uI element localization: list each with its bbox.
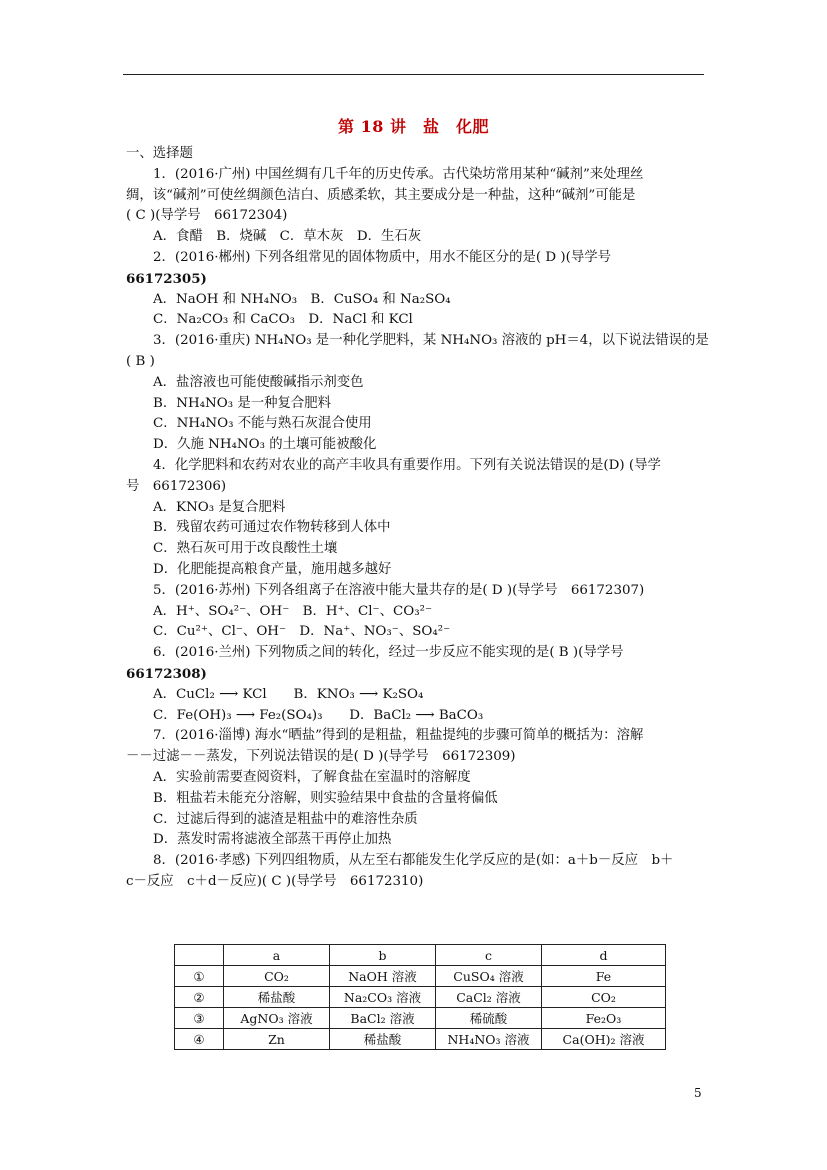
q2-options-cd: C．Na₂CO₃ 和 CaCO₃ D．NaCl 和 KCl: [153, 312, 413, 328]
table-cell: CuSO₄ 溶液: [436, 966, 542, 987]
table-header-row: [175, 945, 666, 966]
q1-line2: 绸，该“碱剂”可使丝绸颜色洁白、质感柔软，其主要成分是一种盐，这种“碱剂”可能是: [126, 187, 636, 203]
q7-option-d: D．蒸发时需将滤液全部蒸干再停止加热: [153, 832, 392, 848]
table-cell: Zn: [224, 1029, 330, 1050]
q6-line2: 66172308): [126, 665, 207, 682]
table-cell: ③: [175, 1008, 224, 1029]
q2-line1: 2．(2016·郴州) 下列各组常见的固体物质中，用水不能区分的是( D )(导学号: [153, 249, 612, 265]
table-header-cell: b: [330, 945, 436, 966]
page-title: 第 18 讲 盐 化肥: [338, 117, 489, 136]
q6-options-cd: C．Fe(OH)₃ ⟶ Fe₂(SO₄)₃ D．BaCl₂ ⟶ BaCO₃: [153, 707, 484, 723]
table-cell: ④: [175, 1029, 224, 1050]
q3-option-b: B．NH₄NO₃ 是一种复合肥料: [153, 395, 332, 411]
table-cell: Fe₂O₃: [542, 1008, 666, 1029]
table-cell: BaCl₂ 溶液: [330, 1008, 436, 1029]
table-cell: CaCl₂ 溶液: [436, 987, 542, 1008]
q2-options-ab: A．NaOH 和 NH₄NO₃ B．CuSO₄ 和 Na₂SO₄: [153, 291, 451, 307]
q6-line1: 6．(2016·兰州) 下列物质之间的转化，经过一步反应不能实现的是( B )(导学号: [153, 645, 624, 661]
table-cell: NH₄NO₃ 溶液: [436, 1029, 542, 1050]
table-row: [175, 1008, 666, 1029]
table-cell: 稀盐酸: [224, 987, 330, 1008]
table-header-cell: c: [436, 945, 542, 966]
q8-line1: 8．(2016·孝感) 下列四组物质，从左至右都能发生化学反应的是(如：a＋b－反应 b＋: [153, 853, 674, 869]
table-cell: AgNO₃ 溶液: [224, 1008, 330, 1029]
q3-option-c: C．NH₄NO₃ 不能与熟石灰混合使用: [153, 416, 372, 432]
table-row: [175, 1029, 666, 1050]
q3-line1: 3．(2016·重庆) NH₄NO₃ 是一种化学肥料，某 NH₄NO₃ 溶液的 pH＝4，以下说法错误的是: [153, 333, 709, 349]
q3-option-a: A．盐溶液也可能使酸碱指示剂变色: [153, 374, 364, 390]
q1-line3: ( C )(导学号 66172304): [126, 208, 288, 224]
q1-line1: 1．(2016·广州) 中国丝绸有几千年的历史传承。古代染坊常用某种“碱剂”来处理丝: [153, 166, 644, 182]
table-cell: 稀盐酸: [330, 1029, 436, 1050]
page-number: 5: [694, 1086, 702, 1100]
q7-line2: －－过滤－－蒸发，下列说法错误的是( D )(导学号 66172309): [126, 749, 516, 765]
q4-option-d: D．化肥能提高粮食产量，施用越多越好: [153, 561, 392, 577]
q4-option-b: B．残留农药可通过农作物转移到人体中: [153, 520, 391, 536]
q3-option-d: D．久施 NH₄NO₃ 的土壤可能被酸化: [153, 437, 377, 453]
document-body: [126, 144, 709, 893]
table-cell: ②: [175, 987, 224, 1008]
q5-options-cd: C．Cu²⁺、Cl⁻、OH⁻ D．Na⁺、NO₃⁻、SO₄²⁻: [153, 624, 451, 640]
table-header-cell: a: [224, 945, 330, 966]
table-cell: ①: [175, 966, 224, 987]
q4-option-c: C．熟石灰可用于改良酸性土壤: [153, 541, 338, 557]
q5-line1: 5．(2016·苏州) 下列各组离子在溶液中能大量共存的是( D )(导学号 66172307): [153, 582, 645, 598]
q2-line2: 66172305): [126, 270, 207, 287]
section-heading: 一、选择题: [126, 146, 193, 161]
q4-line1: 4．化学肥料和农药对农业的高产丰收具有重要作用。下列有关说法错误的是(D) (导学: [153, 457, 661, 473]
q7-line1: 7．(2016·淄博) 海水“晒盐”得到的是粗盐，粗盐提纯的步骤可简单的概括为：溶解: [153, 728, 644, 744]
q7-option-b: B．粗盐若未能充分溶解，则实验结果中食盐的含量将偏低: [153, 790, 498, 806]
reaction-table: [174, 944, 666, 1050]
table-cell: CO₂: [542, 987, 666, 1008]
header-rule: [123, 74, 704, 75]
table-row: [175, 966, 666, 987]
table-cell: CO₂: [224, 966, 330, 987]
table-row: [175, 987, 666, 1008]
table-cell: Ca(OH)₂ 溶液: [542, 1029, 666, 1050]
q8-line2: c－反应 c＋d－反应)( C )(导学号 66172310): [126, 873, 424, 889]
table-cell: Na₂CO₃ 溶液: [330, 987, 436, 1008]
table-cell: 稀硫酸: [436, 1008, 542, 1029]
table-header-cell: d: [542, 945, 666, 966]
q4-line2: 号 66172306): [126, 478, 227, 494]
q7-option-c: C．过滤后得到的滤渣是粗盐中的难溶性杂质: [153, 811, 418, 827]
q1-options: A．食醋 B．烧碱 C．草木灰 D．生石灰: [153, 229, 422, 245]
q7-option-a: A．实验前需要查阅资料，了解食盐在室温时的溶解度: [153, 769, 471, 785]
table-cell: NaOH 溶液: [330, 966, 436, 987]
table-header-cell: [175, 945, 224, 966]
q6-options-ab: A．CuCl₂ ⟶ KCl B．KNO₃ ⟶ K₂SO₄: [153, 686, 424, 702]
q3-line2: ( B ): [126, 353, 155, 369]
q4-option-a: A．KNO₃ 是复合肥料: [153, 499, 286, 515]
q5-options-ab: A．H⁺、SO₄²⁻、OH⁻ B．H⁺、Cl⁻、CO₃²⁻: [153, 603, 433, 619]
table-cell: Fe: [542, 966, 666, 987]
